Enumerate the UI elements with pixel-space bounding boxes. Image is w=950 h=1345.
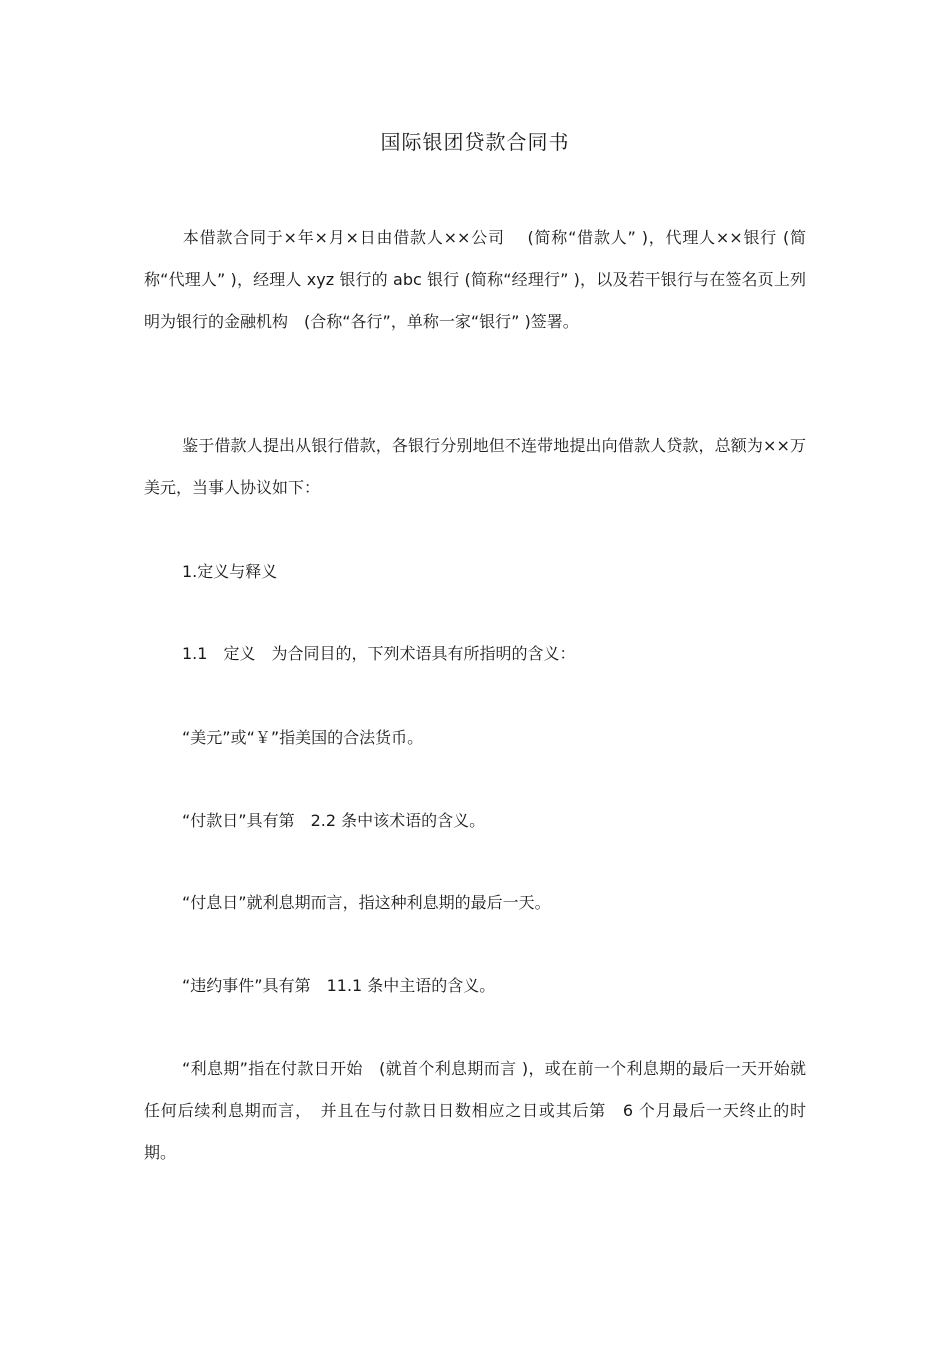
clause-1-1: 1.1 定义 为合同目的，下列术语具有所指明的含义： [182,644,576,663]
definition-default-event: “违约事件”具有第 11.1 条中主语的含义。 [182,976,496,995]
definition-payment-date: “付款日”具有第 2.2 条中该术语的含义。 [182,811,486,830]
section-heading: 1.定义与释义 [182,562,278,581]
recital-paragraph [144,425,806,509]
intro-text: 本借款合同于×年×月×日由借款人××公司 (简称“借款人” )，代理人××银行 (简称“代理人” )，经理人 xyz 银行的 abc 银行 (简称“经理行” )，以及若干银行与在签名页上列明为银行的金融机构 (合称“各行”，单称一家“银行” )签署。 [144,228,806,331]
intro-paragraph [144,217,806,343]
interest-period-text: “利息期”指在付款日开始 (就首个利息期而言 )，或在前一个利息期的最后一天开始就任何后续利息期而言， 并且在与付款日日数相应之日或其后第 6 个月最后一天终止的时期。 [144,1059,806,1162]
recital-text: 鉴于借款人提出从银行借款，各银行分别地但不连带地提出向借款人贷款，总额为××万美元，当事人协议如下： [144,436,806,497]
interest-period-paragraph [144,1048,806,1174]
definition-interest-date: “付息日”就利息期而言，指这种利息期的最后一天。 [182,893,551,912]
document-title: 国际银团贷款合同书 [380,130,570,154]
definition-usd: “美元”或“￥”指美国的合法货币。 [182,728,424,747]
